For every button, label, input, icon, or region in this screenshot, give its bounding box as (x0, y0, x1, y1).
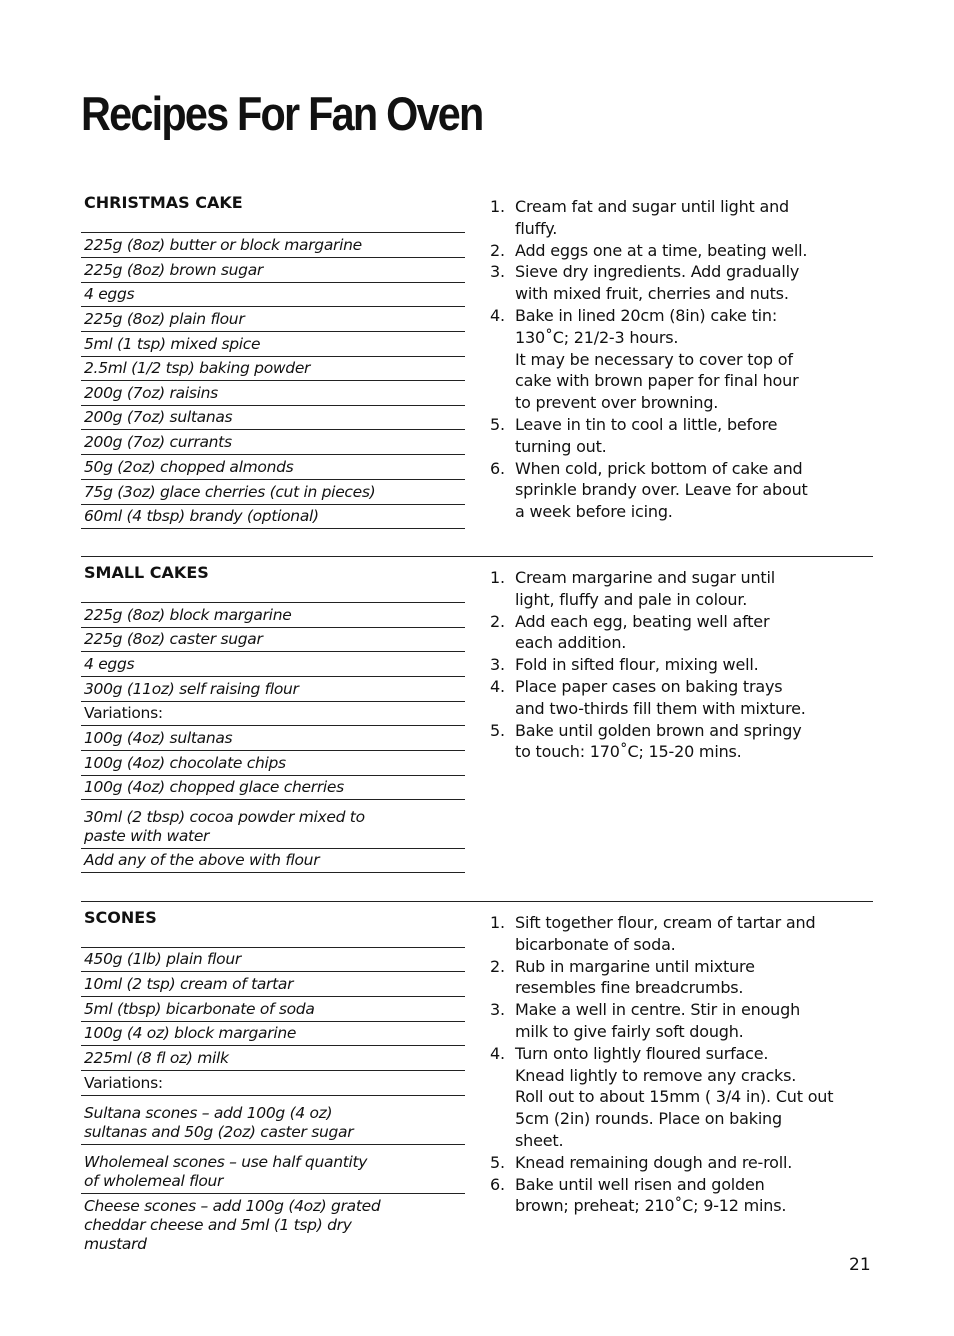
page-title: Recipes For Fan Oven (81, 87, 483, 140)
ingredient-item: 75g (3oz) glace cherries (cut in pieces) (81, 480, 465, 505)
ingredient-item: 50g (2oz) chopped almonds (81, 455, 465, 480)
ingredient-item: 225g (8oz) butter or block margarine (81, 233, 465, 258)
method-step (490, 720, 870, 764)
ingredient-item: 200g (7oz) sultanas (81, 406, 465, 430)
method-step (490, 305, 870, 414)
method-step (490, 611, 870, 655)
step-number: 6. (490, 458, 505, 478)
step-number: 3. (490, 262, 505, 282)
ingredient-item: 225ml (8 fl oz) milk (81, 1046, 465, 1071)
step-number: 5. (490, 414, 505, 434)
variations-label: Variations: (81, 1071, 465, 1096)
ingredient-item: 100g (4 oz) block margarine (81, 1022, 465, 1046)
ingredient-item: 200g (7oz) raisins (81, 381, 465, 406)
step-text: Add each egg, beating well after each addition. (515, 611, 770, 653)
step-text: Bake in lined 20cm (8in) cake tin: 130˚C; 21/2-3 hours. It may be necessary to cover top of cake with brown paper for final hour to prevent over browning. (515, 305, 799, 413)
method-step (490, 999, 870, 1043)
ingredients-list (81, 563, 465, 873)
method-steps (490, 567, 870, 763)
ingredient-item: 2.5ml (1/2 tsp) baking powder (81, 357, 465, 381)
step-number: 5. (490, 1152, 505, 1172)
variation-item: Sultana scones – add 100g (4 oz) sultanas and 50g (2oz) caster sugar (81, 1096, 465, 1145)
step-text: Knead remaining dough and re-roll. (515, 1152, 793, 1172)
method-step (490, 567, 870, 611)
step-number: 6. (490, 1174, 505, 1194)
step-number: 4. (490, 305, 505, 325)
variation-item: 100g (4oz) sultanas (81, 726, 465, 751)
variation-item: Add any of the above with flour (81, 849, 465, 873)
step-number: 2. (490, 240, 505, 260)
method-step (490, 261, 870, 305)
recipe-scones (81, 901, 873, 1253)
step-number: 4. (490, 676, 505, 696)
step-text: Add eggs one at a time, beating well. (515, 240, 808, 260)
method-step (490, 956, 870, 1000)
recipe-heading: SMALL CAKES (81, 563, 465, 603)
method-steps (490, 196, 870, 523)
step-text: Sieve dry ingredients. Add gradually with mixed fruit, cherries and nuts. (515, 262, 800, 304)
method-step (490, 1152, 870, 1174)
variation-item: 100g (4oz) chocolate chips (81, 751, 465, 776)
ingredient-item: 225g (8oz) plain flour (81, 307, 465, 332)
step-text: Cream fat and sugar until light and fluffy. (515, 197, 789, 238)
ingredient-item: 200g (7oz) currants (81, 430, 465, 455)
step-text: Make a well in centre. Stir in enough milk to give fairly soft dough. (515, 1000, 801, 1041)
variation-item: Wholemeal scones – use half quantity of wholemeal flour (81, 1145, 465, 1194)
method-step (490, 654, 870, 676)
step-text: Sift together flour, cream of tartar and bicarbonate of soda. (515, 913, 816, 954)
step-number: 4. (490, 1043, 505, 1063)
step-number: 2. (490, 956, 505, 976)
method-steps (490, 912, 870, 1217)
step-text: Cream margarine and sugar until light, fluffy and pale in colour. (515, 568, 775, 609)
step-text: Bake until well risen and golden brown; preheat; 210˚C; 9-12 mins. (515, 1174, 787, 1216)
variation-item: Cheese scones – add 100g (4oz) grated cheddar cheese and 5ml (1 tsp) dry mustard (84, 1197, 381, 1253)
method-step (490, 1043, 870, 1152)
step-text: Rub in margarine until mixture resembles fine breadcrumbs. (515, 956, 755, 998)
step-text: Fold in sifted flour, mixing well. (515, 655, 759, 675)
step-text: Place paper cases on baking trays and two-thirds fill them with mixture. (515, 676, 806, 718)
ingredient-item: 10ml (2 tsp) cream of tartar (81, 972, 465, 997)
method-step (490, 196, 870, 240)
ingredient-item: 4 eggs (81, 652, 465, 677)
ingredient-item: 225g (8oz) block margarine (81, 603, 465, 628)
recipe-heading: CHRISTMAS CAKE (81, 193, 465, 233)
step-text: Leave in tin to cool a little, before turning out. (515, 414, 778, 456)
recipe-heading: SCONES (81, 908, 465, 948)
method-step (490, 458, 870, 523)
method-step (490, 240, 870, 262)
step-text: Bake until golden brown and springy to touch: 170˚C; 15-20 mins. (515, 720, 802, 762)
method-step (490, 1174, 870, 1218)
method-step (490, 912, 870, 956)
step-number: 3. (490, 655, 505, 675)
page-number: 21 (849, 1255, 871, 1275)
ingredient-item: 5ml (1 tsp) mixed spice (81, 332, 465, 357)
variation-item: 30ml (2 tbsp) cocoa powder mixed to paste with water (81, 800, 465, 849)
step-text: Turn onto lightly floured surface. Knead lightly to remove any cracks. Roll out to about 15mm ( 3/4 in). Cut out 5cm (2in) rounds. Place on baking sheet. (515, 1043, 834, 1150)
ingredients-list (81, 193, 465, 529)
ingredient-item: 225g (8oz) caster sugar (81, 628, 465, 652)
method-step (490, 414, 870, 458)
variation-item: 100g (4oz) chopped glace cherries (81, 776, 465, 800)
ingredients-list (81, 908, 465, 1256)
recipe-small-cakes (81, 556, 873, 869)
method-step (490, 676, 870, 720)
step-number: 2. (490, 611, 505, 631)
ingredient-item: 60ml (4 tbsp) brandy (optional) (81, 505, 465, 529)
step-number: 1. (490, 913, 505, 932)
ingredient-item: 4 eggs (81, 283, 465, 307)
ingredient-item: 450g (1lb) plain flour (81, 948, 465, 972)
step-text: When cold, prick bottom of cake and sprinkle brandy over. Leave for about a week before icing. (515, 458, 808, 522)
ingredient-item: 5ml (tbsp) bicarbonate of soda (81, 997, 465, 1022)
variations-label: Variations: (81, 702, 465, 726)
step-number: 5. (490, 720, 505, 740)
ingredient-item: 300g (11oz) self raising flour (81, 677, 465, 702)
step-number: 1. (490, 568, 505, 587)
ingredient-item: 225g (8oz) brown sugar (81, 258, 465, 283)
step-number: 3. (490, 1000, 505, 1020)
step-number: 1. (490, 197, 505, 216)
